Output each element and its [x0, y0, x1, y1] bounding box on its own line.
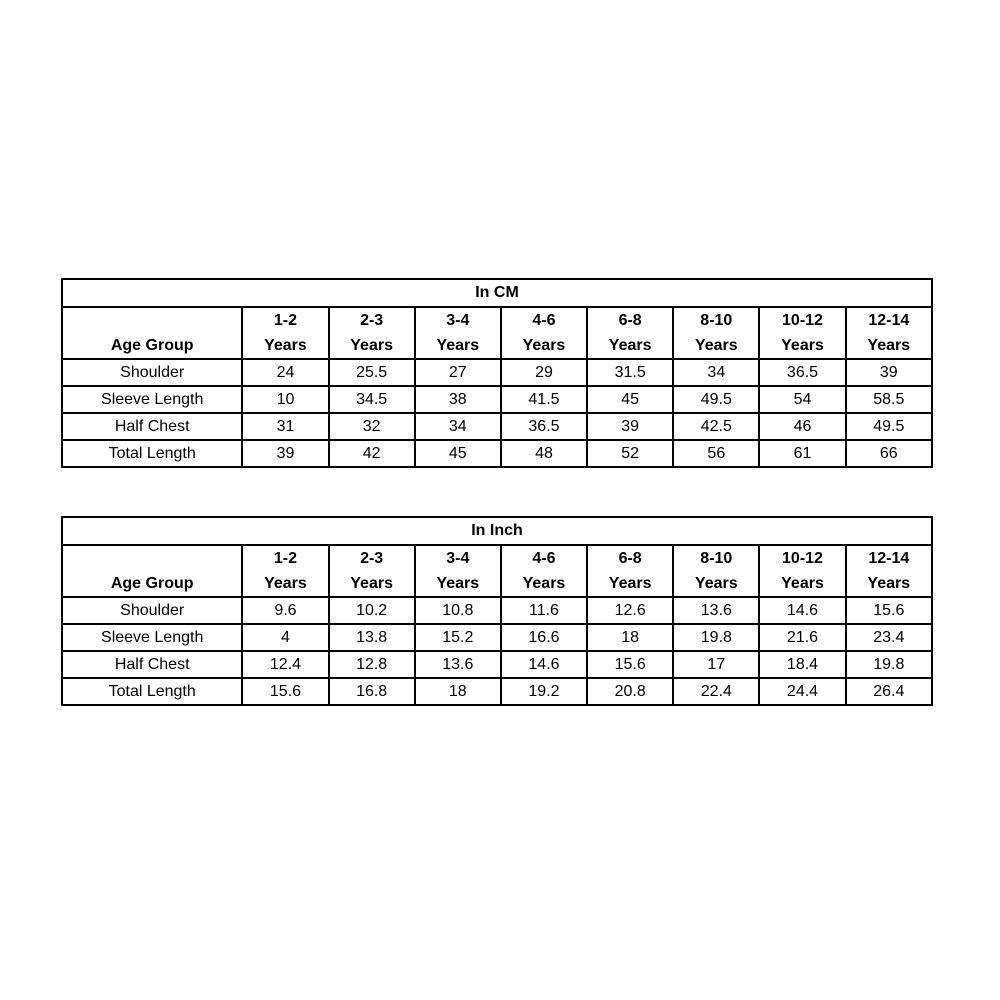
table-cell: 27: [415, 359, 501, 386]
age-unit: Years: [781, 337, 824, 354]
table-row: [62, 440, 932, 467]
table-title-row: [62, 279, 932, 307]
table-cell: 14.6: [501, 651, 587, 678]
table-cell: 52: [587, 440, 673, 467]
table-cell: 32: [329, 413, 415, 440]
row-label: Half Chest: [62, 651, 242, 678]
column-header: [329, 307, 415, 359]
table-cell: 56: [673, 440, 759, 467]
age-unit: Years: [436, 575, 480, 592]
age-range: 8-10: [700, 312, 733, 329]
age-unit: Years: [350, 337, 393, 354]
column-header: [501, 307, 587, 359]
age-group-header: Age Group: [62, 307, 242, 359]
table-row: [62, 597, 932, 624]
column-header: [415, 307, 501, 359]
table-cell: 13.8: [329, 624, 415, 651]
table-cell: 9.6: [242, 597, 328, 624]
table-cell: 13.6: [673, 597, 759, 624]
table-cell: 22.4: [673, 678, 759, 705]
table-cell: 4: [242, 624, 328, 651]
age-unit: Years: [608, 575, 652, 592]
table-cell: 18: [587, 624, 673, 651]
age-range: 6-8: [618, 550, 642, 567]
age-unit: Years: [264, 337, 307, 354]
table-cell: 45: [415, 440, 501, 467]
table-cell: 49.5: [846, 413, 932, 440]
table-cell: 15.6: [587, 651, 673, 678]
column-header: [329, 545, 415, 597]
table-cell: 34: [415, 413, 501, 440]
table-cell: 10.2: [329, 597, 415, 624]
age-range: 3-4: [446, 550, 470, 567]
age-unit: Years: [694, 575, 738, 592]
table-header-row: [62, 307, 932, 359]
row-label: Shoulder: [62, 597, 242, 624]
column-header: [415, 545, 501, 597]
age-unit: Years: [608, 337, 652, 354]
table-cell: 19.8: [846, 651, 932, 678]
table-cell: 26.4: [846, 678, 932, 705]
table-row: [62, 359, 932, 386]
table-cell: 34: [673, 359, 759, 386]
table-cell: 11.6: [501, 597, 587, 624]
table-cell: 19.8: [673, 624, 759, 651]
table-cell: 42: [329, 440, 415, 467]
table-cell: 10.8: [415, 597, 501, 624]
column-header: [501, 545, 587, 597]
age-range: 12-14: [868, 550, 910, 567]
column-header: [759, 307, 845, 359]
table-cell: 12.4: [242, 651, 328, 678]
table-title: In Inch: [62, 517, 932, 545]
table-cell: 18: [415, 678, 501, 705]
age-unit: Years: [436, 337, 480, 354]
age-unit: Years: [350, 575, 393, 592]
age-unit: Years: [867, 575, 911, 592]
column-header: [587, 307, 673, 359]
row-label: Total Length: [62, 678, 242, 705]
table-cell: 38: [415, 386, 501, 413]
table-row: [62, 413, 932, 440]
table-title: In CM: [62, 279, 932, 307]
table-cell: 61: [759, 440, 845, 467]
table-cell: 29: [501, 359, 587, 386]
table-cell: 31.5: [587, 359, 673, 386]
table-row: [62, 678, 932, 705]
row-label: Sleeve Length: [62, 386, 242, 413]
table-cell: 24: [242, 359, 328, 386]
table-cell: 45: [587, 386, 673, 413]
table-cell: 20.8: [587, 678, 673, 705]
row-label: Half Chest: [62, 413, 242, 440]
age-range: 6-8: [618, 312, 642, 329]
table-cell: 39: [587, 413, 673, 440]
column-header: [242, 307, 328, 359]
age-range: 4-6: [532, 550, 556, 567]
table-cell: 13.6: [415, 651, 501, 678]
table-cell: 23.4: [846, 624, 932, 651]
column-header: [846, 307, 932, 359]
table-cell: 18.4: [759, 651, 845, 678]
age-range: 2-3: [360, 550, 384, 567]
age-range: 1-2: [273, 312, 298, 329]
age-range: 4-6: [532, 312, 556, 329]
age-range: 2-3: [360, 312, 384, 329]
column-header: [673, 307, 759, 359]
table-cell: 41.5: [501, 386, 587, 413]
table-cell: 58.5: [846, 386, 932, 413]
table-cell: 39: [846, 359, 932, 386]
table-cell: 66: [846, 440, 932, 467]
row-label: Total Length: [62, 440, 242, 467]
table-cell: 34.5: [329, 386, 415, 413]
table-cell: 15.6: [846, 597, 932, 624]
table-cell: 46: [759, 413, 845, 440]
table-cell: 12.6: [587, 597, 673, 624]
column-header: [846, 545, 932, 597]
size-chart-cm-table: [61, 278, 933, 468]
age-unit: Years: [522, 337, 566, 354]
table-cell: 14.6: [759, 597, 845, 624]
table-cell: 12.8: [329, 651, 415, 678]
age-unit: Years: [867, 337, 911, 354]
table-row: [62, 651, 932, 678]
table-cell: 49.5: [673, 386, 759, 413]
table-cell: 42.5: [673, 413, 759, 440]
age-range: 10-12: [782, 550, 823, 567]
table-cell: 25.5: [329, 359, 415, 386]
table-cell: 15.2: [415, 624, 501, 651]
table-row: [62, 386, 932, 413]
row-label: Sleeve Length: [62, 624, 242, 651]
table-title-row: [62, 517, 932, 545]
table-row: [62, 624, 932, 651]
age-group-header: Age Group: [62, 545, 242, 597]
size-chart-inch-table: [61, 516, 933, 706]
table-header-row: [62, 545, 932, 597]
age-range: 8-10: [700, 550, 733, 567]
table-cell: 21.6: [759, 624, 845, 651]
column-header: [587, 545, 673, 597]
table-cell: 54: [759, 386, 845, 413]
age-unit: Years: [781, 575, 824, 592]
table-cell: 16.6: [501, 624, 587, 651]
table-cell: 19.2: [501, 678, 587, 705]
column-header: [673, 545, 759, 597]
row-label: Shoulder: [62, 359, 242, 386]
table-cell: 48: [501, 440, 587, 467]
column-header: [759, 545, 845, 597]
table-cell: 39: [242, 440, 328, 467]
table-cell: 17: [673, 651, 759, 678]
age-range: 3-4: [446, 312, 470, 329]
column-header: [242, 545, 328, 597]
age-range: 1-2: [273, 550, 298, 567]
table-cell: 36.5: [759, 359, 845, 386]
table-cell: 15.6: [242, 678, 328, 705]
table-cell: 36.5: [501, 413, 587, 440]
age-range: 12-14: [868, 312, 910, 329]
table-cell: 16.8: [329, 678, 415, 705]
age-unit: Years: [264, 575, 307, 592]
table-cell: 10: [242, 386, 328, 413]
age-unit: Years: [694, 337, 738, 354]
table-cell: 24.4: [759, 678, 845, 705]
table-cell: 31: [242, 413, 328, 440]
age-range: 10-12: [782, 312, 823, 329]
age-unit: Years: [522, 575, 566, 592]
